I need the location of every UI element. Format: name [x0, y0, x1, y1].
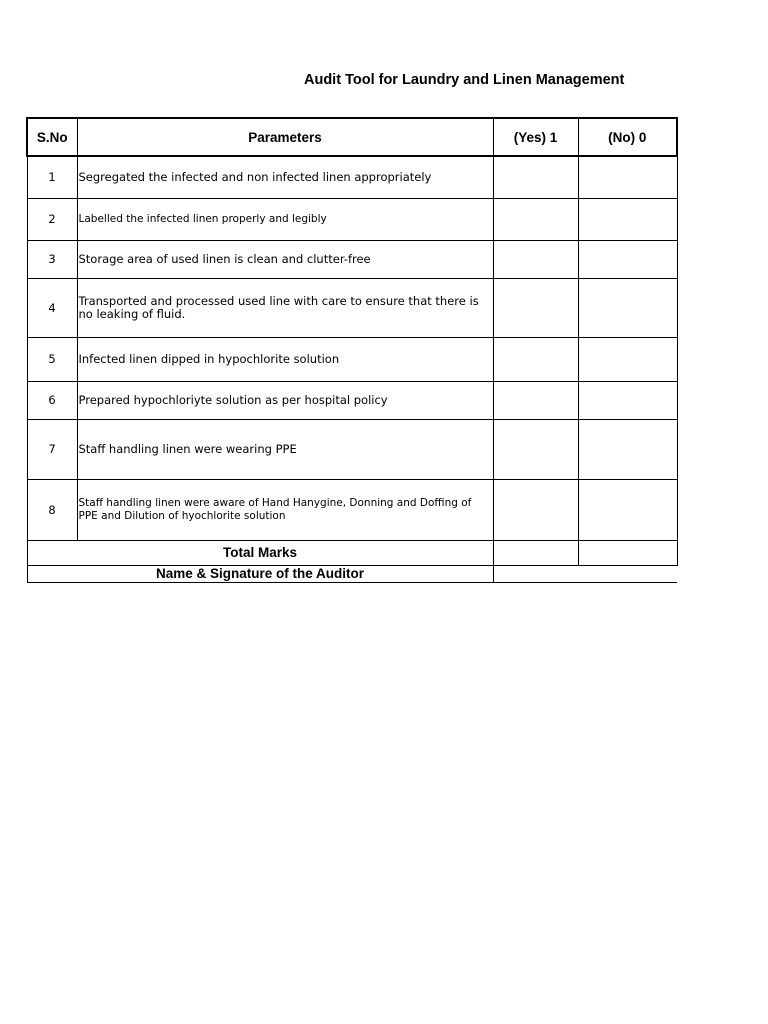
- row-sno: 8: [27, 479, 77, 540]
- yes-cell[interactable]: [493, 156, 578, 198]
- row-parameter: Transported and processed used line with care to ensure that there is no leaking of fluid.: [77, 278, 493, 337]
- row-sno: 4: [27, 278, 77, 337]
- yes-cell[interactable]: [493, 278, 578, 337]
- audit-table: [26, 117, 678, 583]
- table-header-row: [27, 118, 677, 156]
- yes-cell[interactable]: [493, 337, 578, 381]
- yes-cell[interactable]: [493, 198, 578, 240]
- auditor-signature-field[interactable]: [493, 565, 677, 582]
- auditor-signature-label: Name & Signature of the Auditor: [27, 565, 493, 582]
- no-cell[interactable]: [578, 198, 677, 240]
- no-cell[interactable]: [578, 278, 677, 337]
- header-sno: S.No: [27, 118, 77, 156]
- page-title: Audit Tool for Laundry and Linen Management: [304, 72, 625, 88]
- row-parameter: Prepared hypochloriyte solution as per hospital policy: [77, 381, 493, 419]
- no-cell[interactable]: [578, 479, 677, 540]
- row-parameter: Infected linen dipped in hypochlorite solution: [77, 337, 493, 381]
- row-parameter: Staff handling linen were aware of Hand Hanygine, Donning and Doffing of PPE and Dilution of hyochlorite solution: [77, 479, 493, 540]
- total-yes-cell[interactable]: [493, 540, 578, 565]
- row-sno: 3: [27, 240, 77, 278]
- yes-cell[interactable]: [493, 381, 578, 419]
- yes-cell[interactable]: [493, 479, 578, 540]
- total-no-cell[interactable]: [578, 540, 677, 565]
- header-no: (No) 0: [578, 118, 677, 156]
- row-sno: 6: [27, 381, 77, 419]
- table-row: [27, 381, 677, 419]
- table-row: [27, 240, 677, 278]
- row-parameter: Staff handling linen were wearing PPE: [77, 419, 493, 479]
- total-marks-label: Total Marks: [27, 540, 493, 565]
- row-parameter: Segregated the infected and non infected linen appropriately: [77, 156, 493, 198]
- row-parameter: Storage area of used linen is clean and clutter-free: [77, 240, 493, 278]
- table-row: [27, 278, 677, 337]
- signature-row: [27, 565, 677, 582]
- yes-cell[interactable]: [493, 419, 578, 479]
- row-sno: 5: [27, 337, 77, 381]
- header-parameters: Parameters: [77, 118, 493, 156]
- table-row: [27, 419, 677, 479]
- row-parameter: Labelled the infected linen properly and legibly: [77, 198, 493, 240]
- no-cell[interactable]: [578, 381, 677, 419]
- table-row: [27, 198, 677, 240]
- total-row: [27, 540, 677, 565]
- no-cell[interactable]: [578, 240, 677, 278]
- row-sno: 7: [27, 419, 77, 479]
- header-yes: (Yes) 1: [493, 118, 578, 156]
- table-row: [27, 337, 677, 381]
- table-row: [27, 156, 677, 198]
- row-sno: 1: [27, 156, 77, 198]
- yes-cell[interactable]: [493, 240, 578, 278]
- row-sno: 2: [27, 198, 77, 240]
- no-cell[interactable]: [578, 337, 677, 381]
- no-cell[interactable]: [578, 156, 677, 198]
- no-cell[interactable]: [578, 419, 677, 479]
- table-row: [27, 479, 677, 540]
